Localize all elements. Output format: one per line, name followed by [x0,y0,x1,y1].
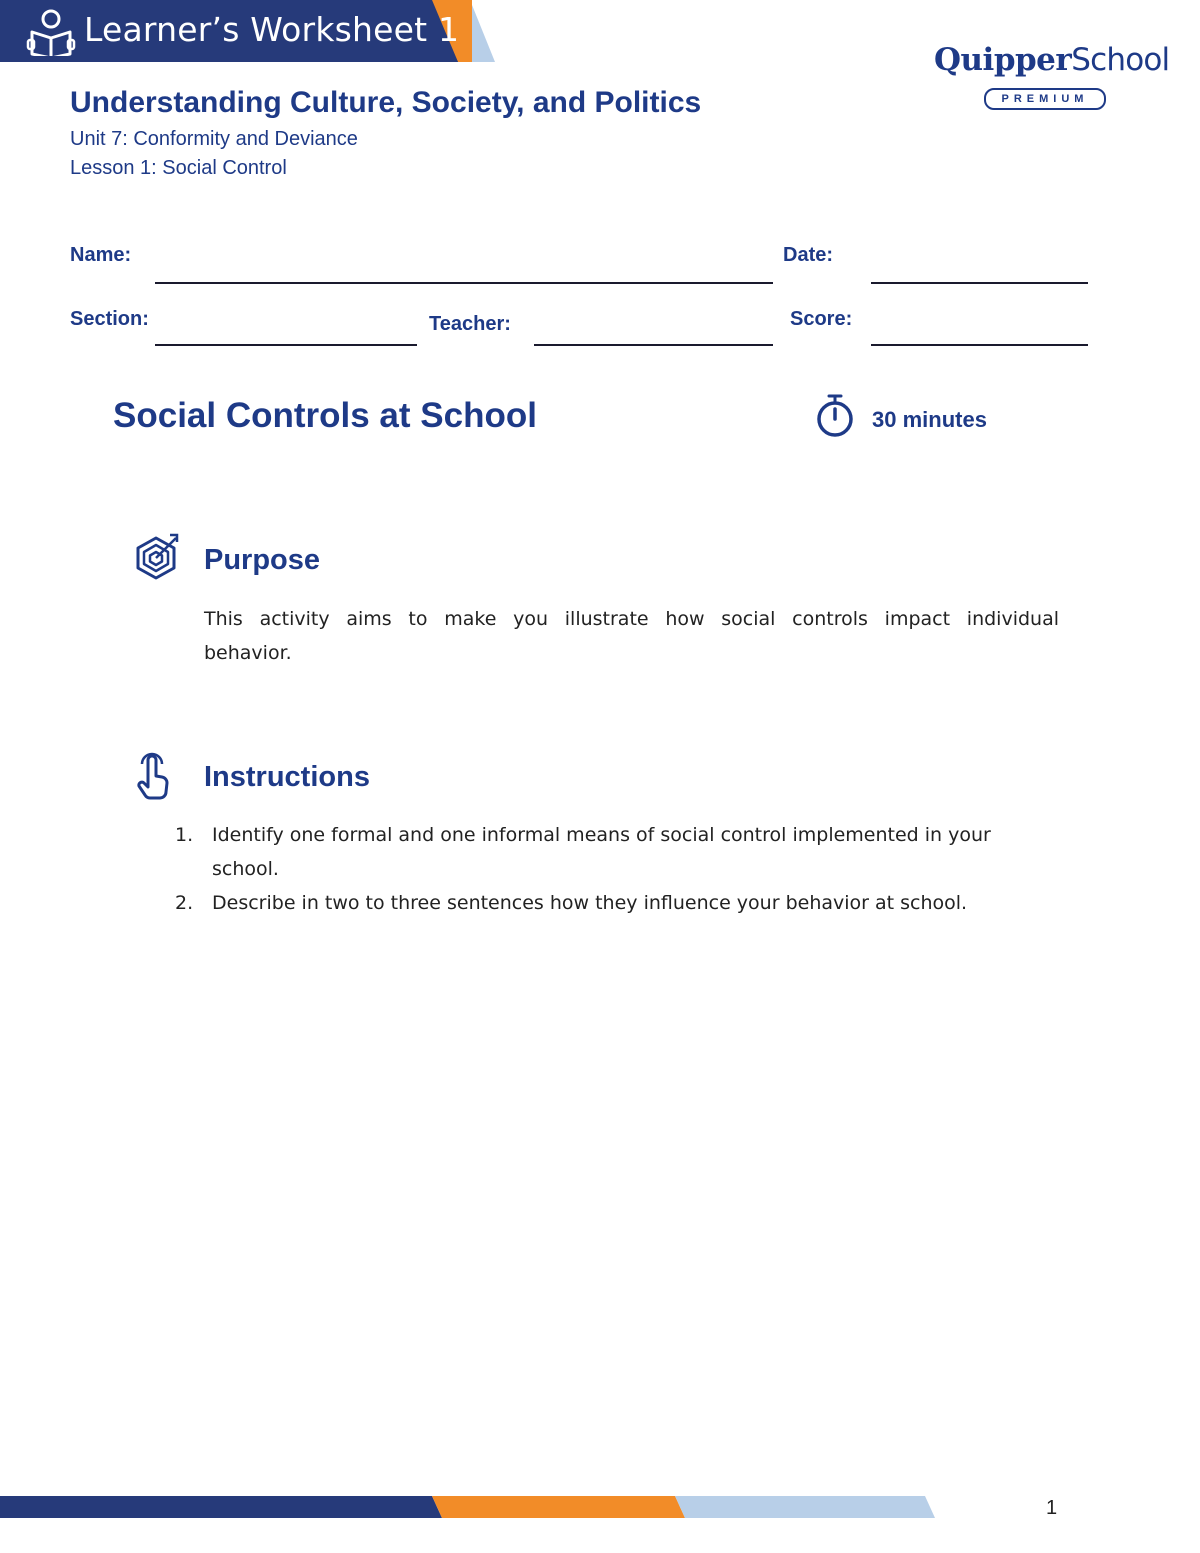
section-field[interactable] [155,344,417,346]
name-label: Name: [70,244,132,266]
date-label: Date: [783,244,834,266]
list-item-text: Identify one formal and one informal means of social control implemented in your school. [212,824,991,880]
logo-quipper: Quipper [934,42,1072,78]
lesson-label: Lesson 1: Social Control [70,157,287,179]
list-item [175,818,1055,886]
list-item-number: 1. [175,824,194,846]
duration-label: 30 minutes [872,407,987,432]
purpose-heading: Purpose [204,544,321,576]
page-number: 1 [1046,1497,1058,1519]
worksheet-banner [0,0,500,62]
footer-stripe [0,1494,940,1525]
instructions-heading: Instructions [204,761,370,793]
instructions-list [175,818,1055,920]
teacher-field[interactable] [534,344,773,346]
unit-label: Unit 7: Conformity and Deviance [70,128,358,150]
section-label: Section: [70,308,149,330]
banner-title: Learner’s Worksheet 1 [84,10,460,49]
activity-title: Social Controls at School [113,396,537,435]
logo-premium-badge: PREMIUM [984,88,1106,110]
score-label: Score: [790,308,853,330]
pointer-hand-icon [136,752,172,805]
date-field[interactable] [871,282,1088,284]
purpose-text: This activity aims to make you illustrate how social controls impact individual behavior. [204,608,1059,664]
name-field[interactable] [155,282,773,284]
stopwatch-icon [815,393,855,444]
score-field[interactable] [871,344,1088,346]
list-item-number: 2. [175,892,194,914]
quipper-school-logo [934,42,1170,112]
list-item-text: Describe in two to three sentences how they influence your behavior at school. [212,892,968,914]
list-item [175,886,1055,920]
logo-school: School [1071,42,1170,78]
target-icon [134,532,182,587]
subject-title: Understanding Culture, Society, and Politics [70,86,702,119]
teacher-label: Teacher: [429,313,511,335]
